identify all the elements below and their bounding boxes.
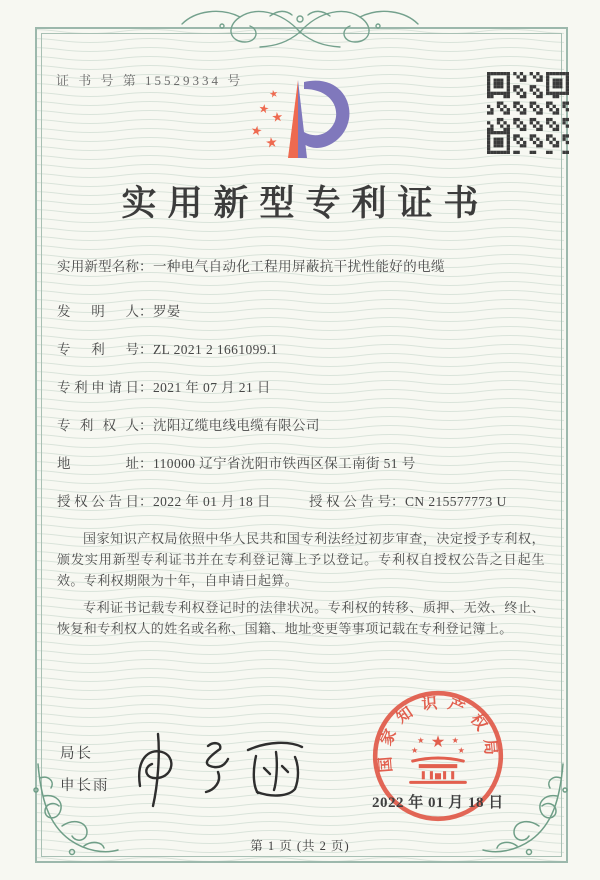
- field-row-patentee: [57, 415, 547, 437]
- field-value: CN 215577773 U: [405, 494, 507, 509]
- field-label: 专 利 权 人: [57, 418, 139, 433]
- field-colon: ：: [139, 418, 153, 433]
- logo-p-curve: [300, 81, 349, 148]
- national-emblem-icon: [411, 732, 466, 782]
- field-row-utility-model-name: [57, 256, 547, 278]
- certificate-title: 实用新型专利证书: [121, 184, 490, 223]
- top-center-floral-ornament: [160, 2, 440, 50]
- logo-stars-icon: [249, 88, 284, 152]
- field-colon: ：: [139, 456, 153, 471]
- field-label: 发 明 人: [57, 304, 139, 319]
- qr-code: [487, 72, 569, 154]
- svg-text:★: ★: [249, 123, 264, 140]
- field-colon: ：: [139, 342, 153, 357]
- field-row-address: [57, 453, 547, 475]
- field-value: 沈阳辽缆电线电缆有限公司: [153, 418, 320, 433]
- field-label: 专利申请日: [57, 380, 139, 395]
- legal-paragraph-2: 专利证书记载专利权登记时的法律状况。专利权的转移、质押、无效、终止、恢复和专利权人的姓名或名称、国籍、地址变更等事项记载在专利登记簿上。: [57, 600, 545, 636]
- field-value: 110000 辽宁省沈阳市铁西区保工南街 51 号: [153, 456, 416, 471]
- field-label: 实用新型名称: [57, 259, 139, 274]
- svg-text:★: ★: [268, 88, 280, 101]
- svg-text:★: ★: [417, 734, 425, 745]
- svg-text:★: ★: [430, 731, 446, 751]
- field-value: 2021 年 07 月 21 日: [153, 380, 271, 395]
- svg-text:★: ★: [264, 134, 279, 152]
- commissioner-name: 申长雨: [60, 778, 110, 794]
- field-value: 罗晏: [153, 304, 181, 319]
- seal-ring-text: 国家知识产权局: [376, 694, 500, 774]
- grant-date-cell: [57, 491, 309, 513]
- field-colon: ：: [139, 380, 153, 395]
- svg-text:★: ★: [457, 744, 465, 755]
- field-value: ZL 2021 2 1661099.1: [153, 342, 278, 357]
- page-number: 第 1 页 (共 2 页): [250, 839, 350, 853]
- commissioner-block: [60, 742, 110, 806]
- field-label: 授权公告日: [57, 494, 139, 509]
- grant-number-cell: [309, 491, 507, 513]
- svg-text:★: ★: [411, 744, 419, 755]
- field-row-grant: [57, 491, 547, 513]
- svg-text:★: ★: [451, 734, 459, 745]
- field-row-patent-number: [57, 339, 547, 361]
- legal-text-block: [57, 528, 545, 645]
- field-colon: ：: [139, 259, 153, 274]
- field-colon: ：: [391, 494, 405, 509]
- signature-handwriting: [122, 726, 317, 811]
- field-row-inventor: [57, 301, 547, 323]
- logo-triangle-left: [288, 80, 298, 158]
- fields-block: [57, 256, 547, 529]
- field-value: 2022 年 01 月 18 日: [153, 494, 271, 509]
- field-label: 授权公告号: [309, 494, 391, 509]
- logo-triangle-right: [298, 80, 307, 158]
- seal-date: 2022 年 01 月 18 日: [372, 795, 504, 811]
- field-colon: ：: [139, 304, 153, 319]
- certificate-number: 证 书 号 第 15529334 号: [56, 73, 244, 88]
- field-label: 地 址: [57, 456, 139, 471]
- field-colon: ：: [139, 494, 153, 509]
- commissioner-title: 局长: [60, 746, 93, 762]
- svg-text:★: ★: [257, 101, 271, 117]
- field-value: 一种电气自动化工程用屏蔽抗干扰性能好的电缆: [153, 259, 445, 274]
- field-label: 专 利 号: [57, 342, 139, 357]
- svg-text:★: ★: [270, 109, 285, 126]
- field-row-filing-date: [57, 377, 547, 399]
- legal-paragraph-1: 国家知识产权局依照中华人民共和国专利法经过初步审查，决定授予专利权，颁发实用新型专利证书并在专利登记簿上予以登记。专利权自授权公告之日起生效。专利权期限为十年，自申请日起算。: [57, 531, 545, 588]
- cnipa-logo: [228, 76, 376, 176]
